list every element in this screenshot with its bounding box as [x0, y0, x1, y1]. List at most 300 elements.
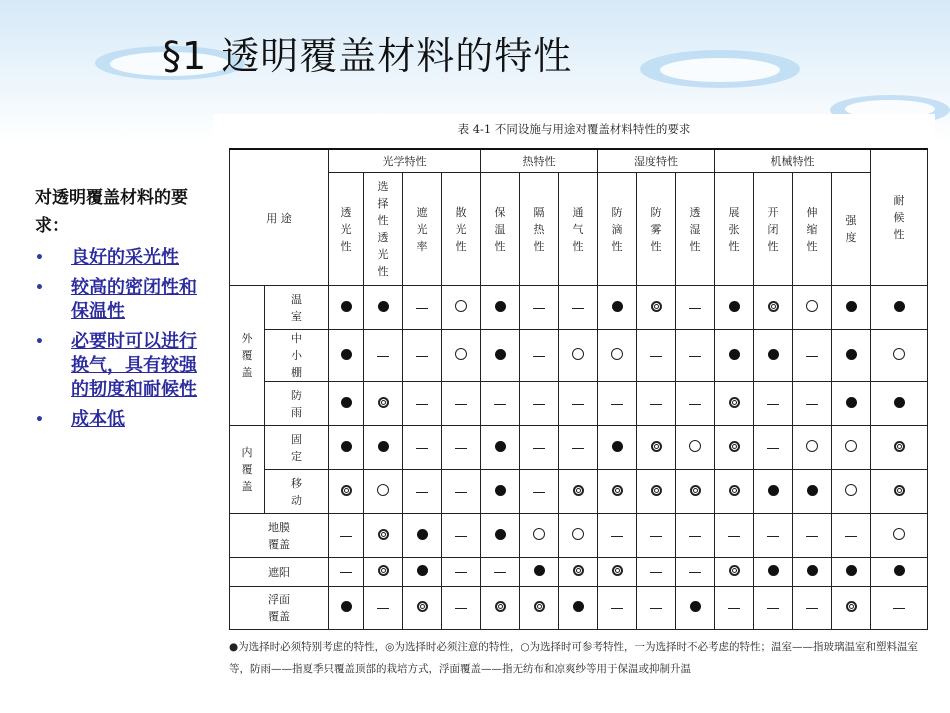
use-header: 用 途 [230, 149, 329, 286]
filled-circle-icon [378, 441, 389, 452]
table-cell [832, 514, 871, 558]
double-circle-icon [534, 601, 545, 612]
requirement-item[interactable] [35, 330, 215, 402]
dash-icon [806, 356, 818, 357]
table-cell [481, 558, 520, 587]
dash-icon [689, 308, 701, 309]
column-header: 伸 缩 性 [793, 173, 832, 286]
filled-circle-icon [729, 301, 740, 312]
table-row [230, 514, 928, 558]
table-cell [403, 286, 442, 330]
table-cell [637, 587, 676, 630]
column-header: 耐 候 性 [871, 149, 928, 286]
filled-circle-icon [894, 397, 905, 408]
double-circle-icon [378, 529, 389, 540]
dash-icon [416, 356, 428, 357]
dash-icon [728, 536, 740, 537]
dash-icon [533, 404, 545, 405]
filled-circle-icon [341, 601, 352, 612]
open-circle-icon [806, 440, 818, 452]
bullet-icon: • [35, 412, 44, 428]
table-cell [598, 382, 637, 426]
table-cell [676, 286, 715, 330]
dash-icon [767, 404, 779, 405]
table-cell [520, 382, 559, 426]
double-circle-icon [729, 485, 740, 496]
dash-icon [494, 404, 506, 405]
table-cell [559, 558, 598, 587]
bullet-icon: • [35, 250, 44, 266]
dash-icon [806, 404, 818, 405]
table-cell [871, 426, 928, 470]
table-row [230, 330, 928, 382]
table-cell [559, 330, 598, 382]
section-label: 内 覆 盖 [230, 426, 265, 514]
table-cell [715, 330, 754, 382]
table-cell [676, 558, 715, 587]
filled-circle-icon [573, 601, 584, 612]
table-cell [715, 470, 754, 514]
row-label: 防 雨 [265, 382, 329, 426]
requirement-item[interactable] [35, 276, 215, 324]
dash-icon [893, 608, 905, 609]
table-cell [442, 514, 481, 558]
property-table [229, 148, 928, 630]
open-circle-icon [572, 348, 584, 360]
table-cell [329, 470, 364, 514]
row-label: 固 定 [265, 426, 329, 470]
table-cell [329, 426, 364, 470]
double-circle-icon [690, 485, 701, 496]
table-cell [403, 470, 442, 514]
dash-icon [689, 356, 701, 357]
dash-icon [611, 536, 623, 537]
double-circle-icon [768, 301, 779, 312]
column-header: 透 湿 性 [676, 173, 715, 286]
open-circle-icon [572, 528, 584, 540]
table-cell [559, 286, 598, 330]
table-cell [715, 382, 754, 426]
cloud-decoration [660, 58, 780, 82]
filled-circle-icon [729, 349, 740, 360]
table-cell [329, 587, 364, 630]
dash-icon [650, 572, 662, 573]
group-header: 机械特性 [715, 149, 871, 173]
table-cell [871, 470, 928, 514]
table-cell [676, 330, 715, 382]
requirement-item[interactable] [35, 246, 215, 270]
dash-icon [650, 536, 662, 537]
double-circle-icon [729, 565, 740, 576]
double-circle-icon [894, 485, 905, 496]
group-header: 热特性 [481, 149, 598, 173]
open-circle-icon [455, 348, 467, 360]
double-circle-icon [612, 485, 623, 496]
table-cell [364, 470, 403, 514]
table-row [230, 286, 928, 330]
table-cell [559, 470, 598, 514]
open-circle-icon [806, 300, 818, 312]
table-cell [871, 558, 928, 587]
table-cell [559, 426, 598, 470]
table-figure [213, 114, 935, 704]
dash-icon [572, 308, 584, 309]
table-cell [715, 426, 754, 470]
row-label: 温 室 [265, 286, 329, 330]
double-circle-icon [729, 397, 740, 408]
dash-icon [340, 536, 352, 537]
table-cell [871, 286, 928, 330]
column-header: 防 雾 性 [637, 173, 676, 286]
table-cell [481, 330, 520, 382]
double-circle-icon [729, 441, 740, 452]
dash-icon [845, 536, 857, 537]
column-header: 防 滴 性 [598, 173, 637, 286]
table-cell [559, 382, 598, 426]
table-cell [832, 426, 871, 470]
requirement-text[interactable]: 成本低 [71, 409, 125, 430]
table-cell [329, 514, 364, 558]
dash-icon [611, 404, 623, 405]
table-cell [832, 382, 871, 426]
table-cell [637, 330, 676, 382]
table-cell [793, 330, 832, 382]
filled-circle-icon [846, 349, 857, 360]
table-cell [559, 514, 598, 558]
table-cell [364, 558, 403, 587]
table-cell [598, 330, 637, 382]
double-circle-icon [651, 301, 662, 312]
dash-icon [455, 448, 467, 449]
table-cell [520, 426, 559, 470]
dash-icon [416, 308, 428, 309]
table-cell [637, 514, 676, 558]
filled-circle-icon [495, 485, 506, 496]
table-cell [442, 426, 481, 470]
filled-circle-icon [495, 301, 506, 312]
table-cell [754, 514, 793, 558]
double-circle-icon [378, 565, 389, 576]
table-cell [403, 330, 442, 382]
dash-icon [416, 448, 428, 449]
requirement-item[interactable] [35, 408, 215, 432]
dash-icon [416, 404, 428, 405]
column-header: 开 闭 性 [754, 173, 793, 286]
table-cell [715, 514, 754, 558]
filled-circle-icon [846, 301, 857, 312]
table-cell [520, 558, 559, 587]
table-cell [598, 587, 637, 630]
column-header: 强 度 [832, 173, 871, 286]
row-label: 地膜 覆盖 [230, 514, 329, 558]
table-footnote: ●为选择时必须特别考虑的特性，◎为选择时必须注意的特性，○为选择时可参考特性，一为选择时不必考虑的特性；温室——指玻璃温室和塑料温室等，防雨——指夏季只覆盖顶部的栽培方式，浮面覆盖——指无纺布和凉爽纱等用于保温或抑制升温 [229, 641, 918, 675]
filled-circle-icon [612, 441, 623, 452]
open-circle-icon [845, 484, 857, 496]
table-cell [403, 382, 442, 426]
table-cell [793, 514, 832, 558]
table-cell [754, 286, 793, 330]
row-label: 中 小 棚 [265, 330, 329, 382]
column-header: 遮 光 率 [403, 173, 442, 286]
filled-circle-icon [341, 397, 352, 408]
table-row [230, 382, 928, 426]
filled-circle-icon [417, 565, 428, 576]
filled-circle-icon [417, 529, 428, 540]
open-circle-icon [611, 348, 623, 360]
table-cell [329, 286, 364, 330]
double-circle-icon [846, 601, 857, 612]
table-cell [715, 286, 754, 330]
table-cell [754, 587, 793, 630]
table-cell [793, 470, 832, 514]
table-cell [364, 330, 403, 382]
table-cell [520, 286, 559, 330]
table-cell [481, 470, 520, 514]
table-cell [715, 587, 754, 630]
table-cell [715, 558, 754, 587]
dash-icon [494, 572, 506, 573]
table-cell [754, 330, 793, 382]
open-circle-icon [893, 348, 905, 360]
double-circle-icon [651, 441, 662, 452]
dash-icon [340, 572, 352, 573]
table-cell [364, 286, 403, 330]
column-header: 选 择 性 透 光 性 [364, 173, 403, 286]
table-cell [520, 470, 559, 514]
requirements-list [35, 246, 215, 438]
double-circle-icon [495, 601, 506, 612]
dash-icon [806, 536, 818, 537]
title-text: 透明覆盖材料的特性 [221, 34, 573, 78]
table-cell [832, 587, 871, 630]
table-row [230, 426, 928, 470]
table-cell [364, 382, 403, 426]
dash-icon [689, 572, 701, 573]
filled-circle-icon [378, 301, 389, 312]
table-cell [676, 470, 715, 514]
filled-circle-icon [495, 441, 506, 452]
column-header: 展 张 性 [715, 173, 754, 286]
dash-icon [533, 308, 545, 309]
dash-icon [533, 492, 545, 493]
table-cell [364, 514, 403, 558]
dash-icon [689, 404, 701, 405]
column-header: 隔 热 性 [520, 173, 559, 286]
filled-circle-icon [894, 301, 905, 312]
table-cell [481, 426, 520, 470]
table-cell [637, 382, 676, 426]
filled-circle-icon [768, 349, 779, 360]
open-circle-icon [845, 440, 857, 452]
table-row [230, 587, 928, 630]
column-header: 保 温 性 [481, 173, 520, 286]
dash-icon [689, 536, 701, 537]
table-row [230, 470, 928, 514]
filled-circle-icon [894, 565, 905, 576]
table-cell [754, 470, 793, 514]
filled-circle-icon [807, 485, 818, 496]
table-cell [793, 382, 832, 426]
group-header: 湿度特性 [598, 149, 715, 173]
table-cell [559, 587, 598, 630]
filled-circle-icon [495, 529, 506, 540]
bullet-icon: • [35, 334, 44, 350]
column-header: 散 光 性 [442, 173, 481, 286]
double-circle-icon [573, 485, 584, 496]
table-cell [832, 558, 871, 587]
dash-icon [377, 608, 389, 609]
dash-icon [533, 448, 545, 449]
table-cell [481, 382, 520, 426]
table-cell [637, 426, 676, 470]
table-cell [754, 558, 793, 587]
table-cell [442, 286, 481, 330]
dash-icon [728, 608, 740, 609]
dash-icon [572, 448, 584, 449]
dash-icon [455, 536, 467, 537]
table-cell [403, 558, 442, 587]
table-cell [442, 470, 481, 514]
filled-circle-icon [690, 601, 701, 612]
double-circle-icon [651, 485, 662, 496]
open-circle-icon [533, 528, 545, 540]
table-cell [520, 514, 559, 558]
table-cell [676, 587, 715, 630]
filled-circle-icon [341, 349, 352, 360]
filled-circle-icon [495, 349, 506, 360]
table-cell [481, 587, 520, 630]
table-cell [793, 426, 832, 470]
dash-icon [416, 492, 428, 493]
dash-icon [650, 356, 662, 357]
table-cell [676, 514, 715, 558]
dash-icon [650, 608, 662, 609]
double-circle-icon [341, 485, 352, 496]
row-label: 移 动 [265, 470, 329, 514]
table-cell [832, 330, 871, 382]
dash-icon [533, 356, 545, 357]
column-header: 通 气 性 [559, 173, 598, 286]
open-circle-icon [377, 484, 389, 496]
dash-icon [455, 572, 467, 573]
table-cell [676, 382, 715, 426]
filled-circle-icon [341, 301, 352, 312]
dash-icon [455, 492, 467, 493]
table-cell [871, 382, 928, 426]
double-circle-icon [612, 565, 623, 576]
table-cell [793, 558, 832, 587]
open-circle-icon [455, 300, 467, 312]
table-cell [403, 514, 442, 558]
bullet-icon: • [35, 280, 44, 296]
double-circle-icon [573, 565, 584, 576]
open-circle-icon [893, 528, 905, 540]
table-row [230, 558, 928, 587]
page-title [162, 25, 572, 80]
table-cell [871, 514, 928, 558]
table-cell [637, 558, 676, 587]
dash-icon [611, 608, 623, 609]
table-cell [481, 514, 520, 558]
row-label: 遮阳 [230, 558, 329, 587]
dash-icon [455, 608, 467, 609]
table-cell [329, 382, 364, 426]
dash-icon [455, 404, 467, 405]
table-cell [832, 286, 871, 330]
double-circle-icon [417, 601, 428, 612]
table-cell [754, 426, 793, 470]
filled-circle-icon [768, 565, 779, 576]
table-cell [403, 426, 442, 470]
section-label: 外 覆 盖 [230, 286, 265, 426]
table-cell [637, 286, 676, 330]
filled-circle-icon [768, 485, 779, 496]
requirement-text[interactable]: 必要时可以进行 换气，具有较强 的韧度和耐候性 [71, 331, 197, 400]
table-cell [871, 587, 928, 630]
table-cell [832, 470, 871, 514]
table-cell [481, 286, 520, 330]
table-cell [442, 587, 481, 630]
table-cell [598, 470, 637, 514]
table-cell [403, 587, 442, 630]
filled-circle-icon [807, 565, 818, 576]
dash-icon [767, 608, 779, 609]
table-cell [520, 587, 559, 630]
table-cell [329, 558, 364, 587]
requirements-heading: 对透明覆盖材料的要求： [35, 188, 188, 236]
table-cell [793, 587, 832, 630]
table-cell [598, 286, 637, 330]
table-cell [793, 286, 832, 330]
table-caption: 表 4-1 不同设施与用途对覆盖材料特性的要求 [457, 122, 691, 136]
table-cell [637, 470, 676, 514]
table-cell [364, 587, 403, 630]
dash-icon [377, 356, 389, 357]
table-cell [442, 558, 481, 587]
dash-icon [767, 536, 779, 537]
table-cell [520, 330, 559, 382]
table-cell [442, 330, 481, 382]
dash-icon [572, 404, 584, 405]
table-cell [598, 558, 637, 587]
filled-circle-icon [846, 397, 857, 408]
table-cell [754, 382, 793, 426]
filled-circle-icon [341, 441, 352, 452]
row-label: 浮面 覆盖 [230, 587, 329, 630]
table-cell [329, 330, 364, 382]
filled-circle-icon [846, 565, 857, 576]
filled-circle-icon [612, 301, 623, 312]
dash-icon [767, 448, 779, 449]
table-cell [364, 426, 403, 470]
group-header: 光学特性 [329, 149, 481, 173]
table-cell [442, 382, 481, 426]
section-number: §1 [162, 34, 208, 78]
table-cell [871, 330, 928, 382]
requirement-text[interactable]: 良好的采光性 [71, 247, 179, 268]
dash-icon [806, 608, 818, 609]
filled-circle-icon [534, 565, 545, 576]
double-circle-icon [894, 441, 905, 452]
dash-icon [650, 404, 662, 405]
table-cell [598, 426, 637, 470]
double-circle-icon [378, 397, 389, 408]
requirement-text[interactable]: 较高的密闭性和 保温性 [71, 277, 197, 322]
table-cell [598, 514, 637, 558]
column-header: 透 光 性 [329, 173, 364, 286]
open-circle-icon [689, 440, 701, 452]
table-cell [676, 426, 715, 470]
